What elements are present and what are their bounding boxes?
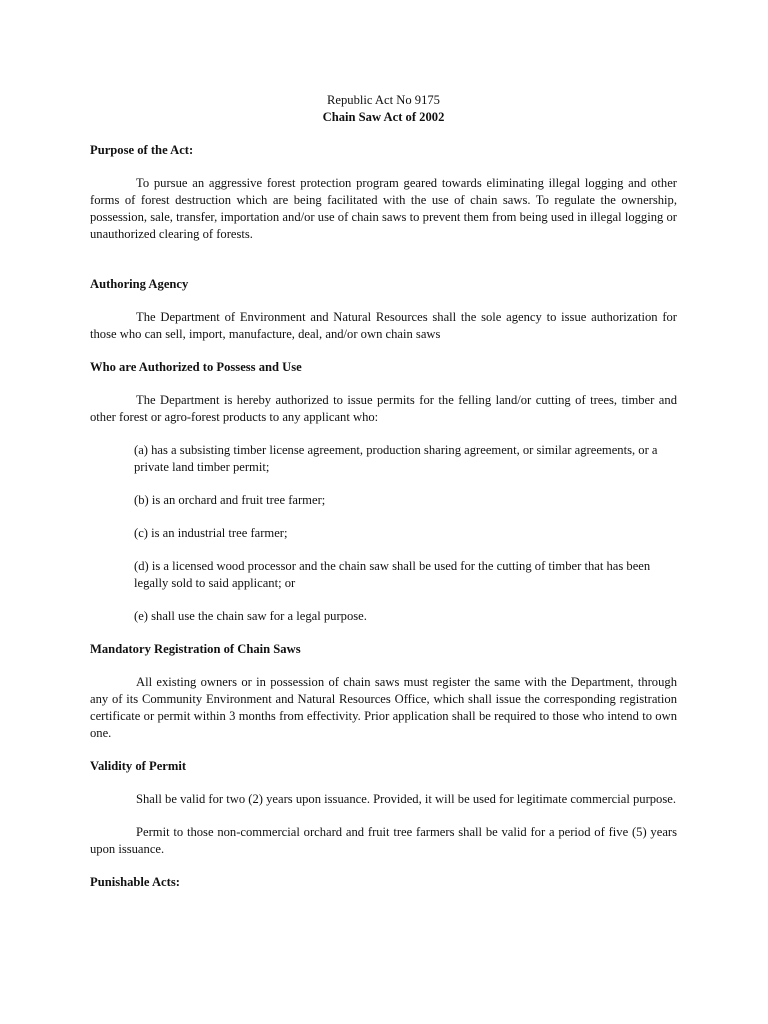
punishable-heading: Punishable Acts: [90, 875, 180, 889]
validity-paragraph-2: Permit to those non-commercial orchard and fruit tree farmers shall be valid for a period of five (5) years upon issuance. [90, 825, 677, 856]
document-page [90, 92, 677, 891]
list-item: (c) is an industrial tree farmer; [134, 526, 288, 540]
agency-heading: Authoring Agency [90, 277, 189, 291]
purpose-heading: Purpose of the Act: [90, 143, 194, 157]
validity-paragraph-1: Shall be valid for two (2) years upon issuance. Provided, it will be used for legitimate commercial purpose. [136, 792, 676, 806]
registration-heading: Mandatory Registration of Chain Saws [90, 642, 301, 656]
purpose-paragraph: To pursue an aggressive forest protection program geared towards eliminating illegal logging and other forms of forest destruction which are being facilitated with the use of chain saws. To regulate the ownership, possession, sale, transfer, importation and/or use of chain saws to prevent them from being used in illegal logging or unauthorized clearing of forests. [90, 176, 677, 241]
agency-paragraph: The Department of Environment and Natural Resources shall the sole agency to issue authorization for those who can sell, import, manufacture, deal, and/or own chain saws [90, 310, 677, 341]
list-item: (d) is a licensed wood processor and the chain saw shall be used for the cutting of timber that has been legally sold to said applicant; or [134, 559, 651, 590]
authorized-heading: Who are Authorized to Possess and Use [90, 360, 302, 374]
list-item: (e) shall use the chain saw for a legal purpose. [134, 609, 367, 623]
list-item: (b) is an orchard and fruit tree farmer; [134, 493, 326, 507]
validity-heading: Validity of Permit [90, 759, 187, 773]
list-item: (a) has a subsisting timber license agreement, production sharing agreement, or similar agreements, or a private land timber permit; [134, 443, 658, 474]
authorized-paragraph: The Department is hereby authorized to issue permits for the felling land/or cutting of trees, timber and other forest or agro-forest products to any applicant who: [90, 393, 677, 424]
registration-paragraph: All existing owners or in possession of chain saws must register the same with the Department, through any of its Community Environment and Natural Resources Office, which shall issue the corresponding registration certificate or permit within 3 months from effectivity. Prior application shall be required to those who intend to own one. [90, 675, 677, 740]
act-number: Republic Act No 9175 [327, 93, 440, 107]
act-title: Chain Saw Act of 2002 [322, 110, 445, 124]
